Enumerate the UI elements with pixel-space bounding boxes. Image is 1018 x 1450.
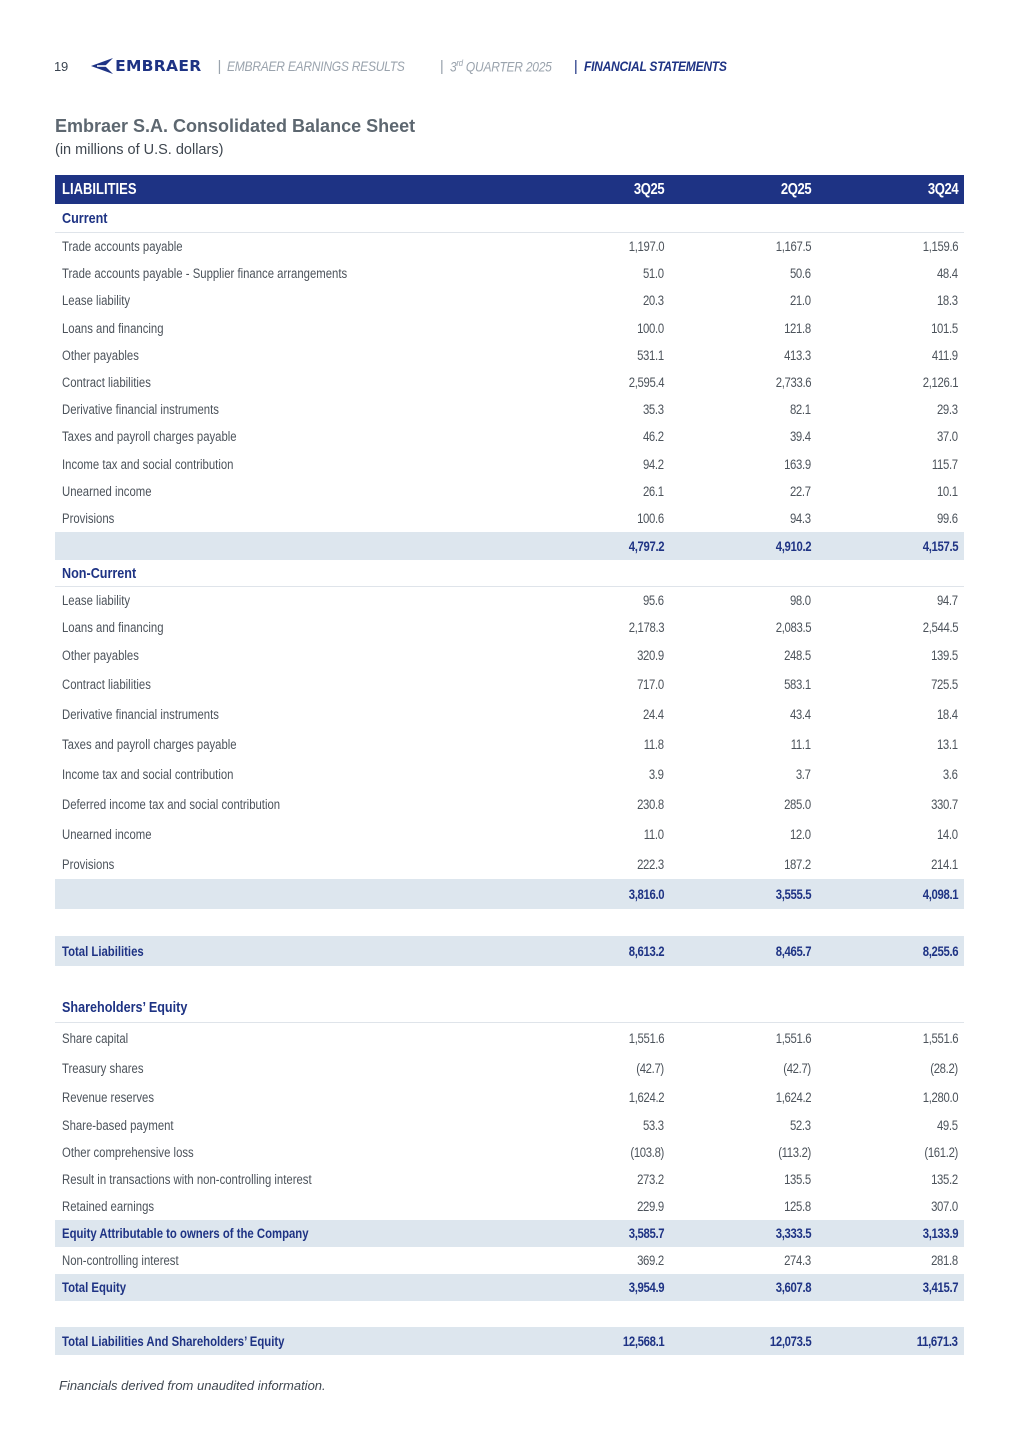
table-row — [55, 759, 964, 789]
table-row-label: Trade accounts payable - Supplier finance arrangements — [62, 266, 348, 282]
total-liabilities-row-value: 8,255.6 — [922, 943, 958, 959]
table-row-value: 330.7 — [931, 796, 958, 812]
page-subtitle: (in millions of U.S. dollars) — [55, 142, 224, 158]
table-row-value: 82.1 — [790, 402, 811, 418]
table-row-value: 1,280.0 — [922, 1090, 958, 1106]
current-subtotal-row-value: 4,797.2 — [628, 538, 664, 554]
table-row-value: 14.0 — [937, 826, 958, 842]
table-row-value: 222.3 — [637, 856, 664, 872]
table-row-value: 11.0 — [644, 826, 664, 842]
table-row-value: 98.0 — [790, 593, 811, 609]
table-row-label: Trade accounts payable — [62, 239, 183, 255]
table-row-value: 94.7 — [937, 593, 958, 609]
table-row-value: 43.4 — [790, 706, 811, 722]
table-row — [55, 369, 964, 396]
table-row-value: 10.1 — [937, 483, 958, 499]
page-title: Embraer S.A. Consolidated Balance Sheet — [55, 116, 416, 136]
table-row-label: Other comprehensive loss — [62, 1145, 194, 1161]
table-row — [55, 451, 964, 478]
total-equity-row-value: 3,607.8 — [775, 1280, 811, 1296]
page-number: 19 — [54, 58, 69, 74]
table-row-value: 100.6 — [637, 510, 664, 526]
table-row — [55, 1083, 964, 1112]
table-row-value: (103.8) — [630, 1145, 664, 1161]
section-equity — [55, 993, 964, 1023]
table-row — [55, 1112, 964, 1139]
table-row-value: 583.1 — [784, 676, 811, 692]
table-row-value: 187.2 — [784, 856, 811, 872]
table-row-label: Contract liabilities — [62, 375, 151, 391]
current-subtotal-row-value: 4,157.5 — [922, 538, 958, 554]
table-row-value: 49.5 — [937, 1118, 958, 1134]
section-current — [55, 204, 964, 233]
noncurrent-subtotal-row — [55, 879, 964, 909]
table-row-value: 37.0 — [937, 429, 958, 445]
table-row — [55, 729, 964, 759]
table-row — [55, 699, 964, 729]
total-liabilities-row-label: Total Liabilities — [62, 943, 144, 959]
table-row-label: Provisions — [62, 856, 115, 872]
table-row-value: 3.7 — [796, 766, 811, 782]
table-row-value: 3.9 — [649, 766, 664, 782]
total-liabilities-equity-row-value: 12,073.5 — [769, 1333, 811, 1349]
table-row-value: 1,197.0 — [628, 239, 664, 255]
total-liabilities-equity-row-value: 11,671.3 — [917, 1333, 958, 1349]
table-row — [55, 849, 964, 879]
table-header — [55, 175, 964, 204]
total-liabilities-row — [55, 936, 964, 966]
table-row-value: 1,167.5 — [775, 239, 811, 255]
table-row-label: Share-based payment — [62, 1118, 174, 1134]
table-row-value: 307.0 — [931, 1199, 958, 1215]
current-subtotal-row-value: 4,910.2 — [775, 538, 811, 554]
table-row-value: 21.0 — [790, 293, 811, 309]
total-equity-row-label: Total Equity — [62, 1280, 127, 1296]
table-row-value: (161.2) — [924, 1145, 958, 1161]
table-row-label: Revenue reserves — [62, 1090, 155, 1106]
table-row-value: 273.2 — [637, 1172, 664, 1188]
total-equity-row — [55, 1274, 964, 1301]
quarter-text: QUARTER 2025 — [462, 58, 552, 75]
noncurrent-subtotal-row-value: 3,816.0 — [628, 886, 664, 902]
table-row-label: Income tax and social contribution — [62, 766, 234, 782]
table-row-value: 725.5 — [931, 676, 958, 692]
table-row-value: 125.8 — [784, 1199, 811, 1215]
table-row-value: 411.9 — [932, 347, 958, 363]
equity-owners-row-value: 3,333.5 — [775, 1226, 811, 1242]
embraer-logo — [88, 57, 201, 75]
table-row-label: Deferred income tax and social contribution — [62, 796, 281, 812]
total-liabilities-equity-row — [55, 1327, 964, 1355]
table-row-label: Loans and financing — [62, 620, 164, 636]
noncurrent-subtotal-row-value: 3,555.5 — [775, 886, 811, 902]
table-row-value: 1,551.6 — [628, 1030, 664, 1046]
table-header-label: LIABILITIES — [62, 180, 137, 198]
table-row-label: Result in transactions with non-controlling interest — [62, 1172, 312, 1188]
table-row — [55, 342, 964, 369]
table-row-value: (42.7) — [636, 1060, 664, 1076]
table-row-value: 18.4 — [937, 706, 958, 722]
quarter-ordinal: rd — [456, 57, 463, 68]
table-row — [55, 1023, 964, 1053]
table-row-value: 285.0 — [784, 796, 811, 812]
table-row-value: (42.7) — [783, 1060, 811, 1076]
table-row-value: 2,595.4 — [628, 375, 664, 391]
equity-owners-row-value: 3,585.7 — [628, 1226, 664, 1242]
table-row-value: 2,544.5 — [922, 620, 958, 636]
table-row-value: 1,551.6 — [922, 1030, 958, 1046]
table-row-value: 24.4 — [643, 706, 664, 722]
table-row — [55, 1053, 964, 1083]
table-row-value: 53.3 — [643, 1118, 664, 1134]
table-row-value: 135.5 — [784, 1172, 811, 1188]
table-row — [55, 819, 964, 849]
nci-row — [55, 1247, 964, 1274]
table-row-value: 20.3 — [643, 293, 664, 309]
table-row-value: 248.5 — [784, 647, 811, 663]
table-row — [55, 233, 964, 260]
table-row-value: 22.7 — [790, 483, 811, 499]
table-header-value: 3Q25 — [633, 180, 664, 198]
table-row-value: 99.6 — [937, 510, 958, 526]
table-row — [55, 478, 964, 505]
table-row-label: Lease liability — [62, 293, 131, 309]
table-row-value: 163.9 — [784, 456, 811, 472]
table-row-value: 46.2 — [643, 429, 664, 445]
table-row-value: 11.8 — [644, 736, 664, 752]
table-row-value: (113.2) — [778, 1145, 811, 1161]
table-row-value: 1,624.2 — [628, 1090, 664, 1106]
table-row-value: 94.2 — [643, 456, 664, 472]
section-equity-label: Shareholders’ Equity — [62, 999, 188, 1017]
table-row-value: 51.0 — [643, 266, 664, 282]
table-row-value: 121.8 — [784, 320, 811, 336]
table-row-value: 50.6 — [790, 266, 811, 282]
table-row — [55, 587, 964, 614]
table-row-value: 39.4 — [790, 429, 811, 445]
total-liabilities-equity-row-label: Total Liabilities And Shareholders’ Equity — [62, 1333, 285, 1349]
section-noncurrent — [55, 560, 964, 587]
table-row-value: 29.3 — [937, 402, 958, 418]
table-row-value: 413.3 — [784, 347, 811, 363]
table-row-value: 100.0 — [637, 320, 664, 336]
table-header-value: 2Q25 — [780, 180, 811, 198]
table-row-value: 1,551.6 — [775, 1030, 811, 1046]
logo-text: EMBRAER — [115, 57, 202, 75]
table-row — [55, 315, 964, 342]
table-row-value: 26.1 — [643, 483, 664, 499]
table-row-value: 214.1 — [931, 856, 958, 872]
total-liabilities-row-value: 8,465.7 — [775, 943, 811, 959]
section-title: FINANCIAL STATEMENTS — [583, 58, 727, 74]
nci-row-value: 369.2 — [637, 1253, 664, 1269]
table-row-label: Taxes and payroll charges payable — [62, 736, 237, 752]
table-row-label: Unearned income — [62, 483, 152, 499]
table-row-value: 1,624.2 — [775, 1090, 811, 1106]
total-liabilities-equity-row-value: 12,568.1 — [622, 1333, 664, 1349]
table-row-value: 717.0 — [637, 676, 664, 692]
table-row-value: 2,733.6 — [775, 375, 811, 391]
table-row-label: Lease liability — [62, 593, 131, 609]
table-row-value: 531.1 — [637, 347, 664, 363]
table-row-label: Derivative financial instruments — [62, 402, 219, 418]
table-row — [55, 669, 964, 699]
footnote: Financials derived from unaudited information. — [59, 1378, 326, 1393]
quarter-label — [450, 58, 552, 75]
table-row-value: 13.1 — [937, 736, 958, 752]
nci-row-value: 281.8 — [931, 1253, 958, 1269]
nci-row-value: 274.3 — [784, 1253, 811, 1269]
table-row-value: 1,159.6 — [922, 239, 958, 255]
table-row-value: 48.4 — [937, 266, 958, 282]
equity-owners-row — [55, 1220, 964, 1247]
table-row-value: 35.3 — [643, 402, 664, 418]
table-row — [55, 614, 964, 641]
table-row — [55, 1166, 964, 1193]
table-header-value: 3Q24 — [927, 180, 958, 198]
page-header — [54, 54, 750, 78]
table-row-label: Contract liabilities — [62, 676, 151, 692]
current-subtotal-row — [55, 532, 964, 560]
section-current-label: Current — [62, 209, 108, 227]
equity-owners-row-value: 3,133.9 — [922, 1226, 958, 1242]
noncurrent-subtotal-row-value: 4,098.1 — [922, 886, 958, 902]
table-row-value: 2,083.5 — [775, 620, 811, 636]
table-row-label: Retained earnings — [62, 1199, 155, 1215]
header-separator: | — [439, 57, 444, 75]
table-row-value: 230.8 — [637, 796, 664, 812]
table-row-label: Taxes and payroll charges payable — [62, 429, 237, 445]
table-row-value: 139.5 — [931, 647, 958, 663]
table-row — [55, 789, 964, 819]
table-row-value: 101.5 — [931, 320, 958, 336]
table-row — [55, 396, 964, 423]
total-equity-row-value: 3,954.9 — [628, 1280, 664, 1296]
table-row-value: 95.6 — [643, 593, 664, 609]
table-row-value: 11.1 — [791, 736, 811, 752]
table-row-value: 115.7 — [932, 456, 958, 472]
total-equity-row-value: 3,415.7 — [922, 1280, 958, 1296]
table-row-value: (28.2) — [930, 1060, 958, 1076]
balance-sheet-table — [55, 175, 964, 1355]
table-row-label: Provisions — [62, 510, 115, 526]
table-row-label: Other payables — [62, 647, 139, 663]
table-row-value: 52.3 — [790, 1118, 811, 1134]
table-row-value: 135.2 — [931, 1172, 958, 1188]
header-separator: | — [217, 57, 222, 75]
table-row-value: 229.9 — [637, 1199, 664, 1215]
table-row — [55, 287, 964, 314]
table-row — [55, 505, 964, 532]
embraer-arrow-icon — [88, 57, 114, 75]
table-row-value: 2,126.1 — [922, 375, 958, 391]
table-row-label: Loans and financing — [62, 320, 164, 336]
table-row — [55, 1193, 964, 1220]
table-row-value: 12.0 — [790, 826, 811, 842]
table-row-label: Income tax and social contribution — [62, 456, 234, 472]
table-row — [55, 641, 964, 669]
table-row-value: 18.3 — [937, 293, 958, 309]
table-row-label: Treasury shares — [62, 1060, 144, 1076]
section-noncurrent-label: Non-Current — [62, 564, 137, 582]
table-row-label: Share capital — [62, 1030, 129, 1046]
table-row — [55, 1139, 964, 1166]
table-row-value: 2,178.3 — [628, 620, 664, 636]
total-liabilities-row-value: 8,613.2 — [628, 943, 664, 959]
table-row-value: 320.9 — [637, 647, 664, 663]
report-title: EMBRAER EARNINGS RESULTS — [227, 58, 405, 74]
table-row-value: 94.3 — [790, 510, 811, 526]
table-row-label: Unearned income — [62, 826, 152, 842]
table-row-label: Other payables — [62, 347, 139, 363]
quarter-number: 3 — [449, 58, 457, 75]
table-row — [55, 260, 964, 287]
nci-row-label: Non-controlling interest — [62, 1253, 179, 1269]
equity-owners-row-label: Equity Attributable to owners of the Company — [62, 1226, 309, 1242]
table-row-value: 3.6 — [943, 766, 958, 782]
table-row-label: Derivative financial instruments — [62, 706, 219, 722]
header-separator: | — [573, 57, 578, 75]
table-row — [55, 423, 964, 450]
